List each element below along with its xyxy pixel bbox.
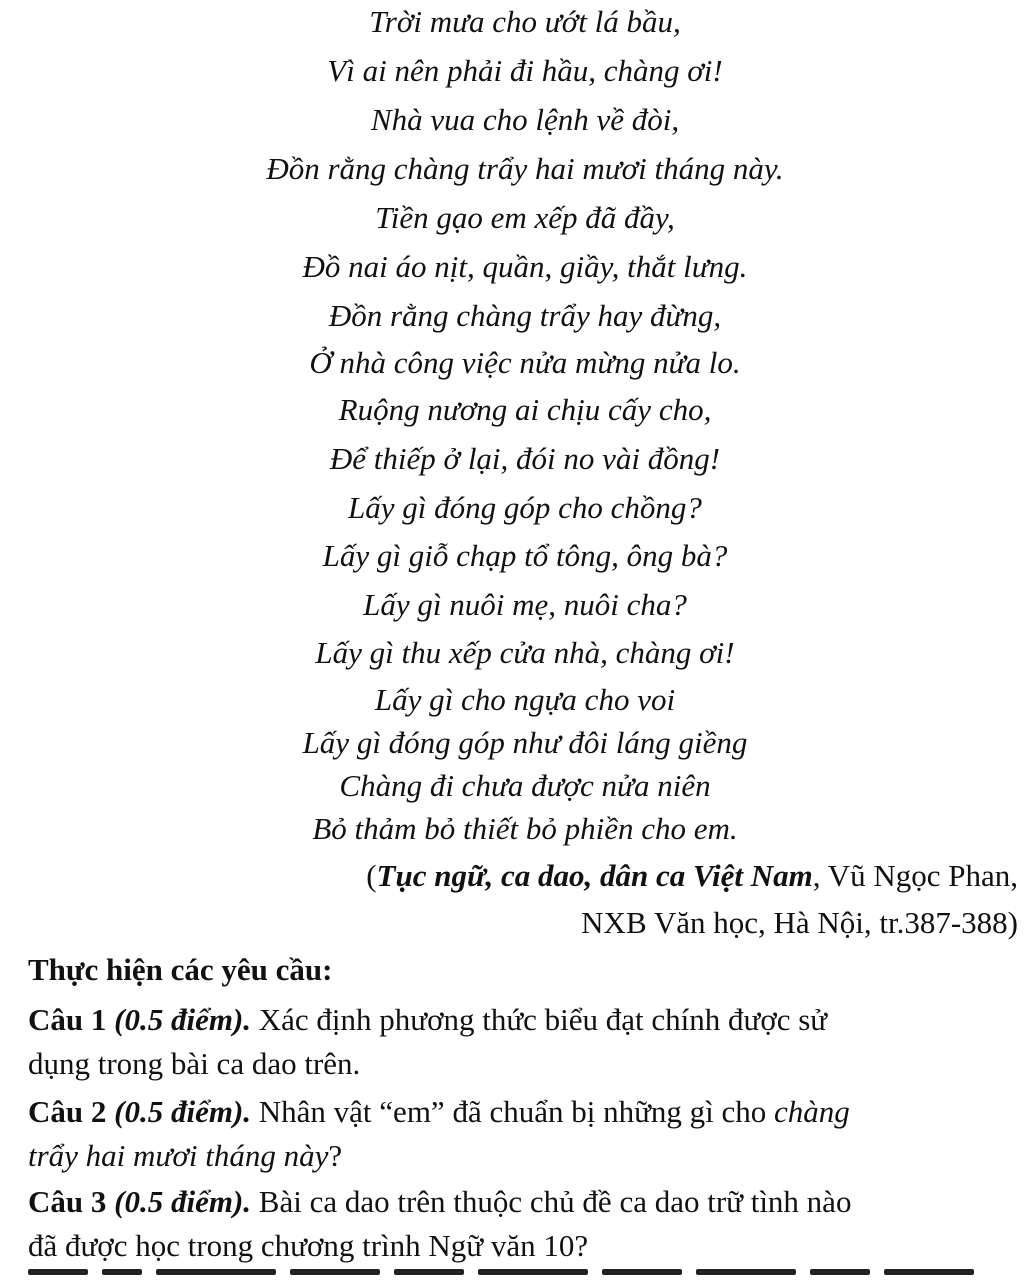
question-3-text-line1: Bài ca dao trên thuộc chủ đề ca dao trữ tình nào bbox=[251, 1184, 852, 1219]
poem-line: Để thiếp ở lại, đói no vài đồng! bbox=[329, 441, 721, 476]
poem-line: Lấy gì cho ngựa cho voi bbox=[374, 682, 676, 717]
source-citation-line2: NXB Văn học, Hà Nội, tr.387-388) bbox=[581, 905, 1018, 940]
question-3-number: Câu 3 bbox=[28, 1184, 107, 1219]
poem-line: Đồn rằng chàng trẩy hai mươi tháng này. bbox=[266, 151, 784, 186]
poem-line: Chàng đi chưa được nửa niên bbox=[339, 768, 711, 803]
question-2-italic-phrase: trẩy hai mươi tháng này bbox=[28, 1138, 329, 1173]
question-1 bbox=[28, 998, 1022, 1086]
question-2-text-line1: Nhân vật “em” đã chuẩn bị những gì cho bbox=[251, 1094, 775, 1129]
question-3 bbox=[28, 1180, 1022, 1268]
poem-line: Lấy gì thu xếp cửa nhà, chàng ơi! bbox=[315, 635, 735, 670]
poem-line: Lấy gì giỗ chạp tổ tông, ông bà? bbox=[322, 538, 728, 573]
source-citation-line1 bbox=[366, 855, 1018, 897]
poem-line: Tiền gạo em xếp đã đầy, bbox=[375, 200, 675, 235]
poem-line: Nhà vua cho lệnh về đòi, bbox=[370, 102, 680, 137]
poem-line: Ở nhà công việc nửa mừng nửa lo. bbox=[309, 345, 741, 380]
poem-line: Lấy gì đóng góp như đôi láng giềng bbox=[302, 725, 748, 760]
question-2 bbox=[28, 1090, 1022, 1178]
question-2-text-end: ? bbox=[328, 1138, 343, 1173]
tasks-heading: Thực hiện các yêu cầu: bbox=[28, 952, 333, 987]
poem-line: Lấy gì nuôi mẹ, nuôi cha? bbox=[363, 587, 687, 622]
question-1-text-line2: dụng trong bài ca dao trên. bbox=[28, 1046, 361, 1081]
question-3-text-line2: đã được học trong chương trình Ngữ văn 10? bbox=[28, 1228, 589, 1263]
poem-line: Trời mưa cho ướt lá bầu, bbox=[369, 4, 681, 39]
poem-line: Vì ai nên phải đi hầu, chàng ơi! bbox=[327, 53, 723, 88]
question-1-number: Câu 1 bbox=[28, 1002, 107, 1037]
question-1-points: (0.5 điểm). bbox=[114, 1002, 252, 1037]
poem-line: Bỏ thảm bỏ thiết bỏ phiền cho em. bbox=[312, 811, 738, 846]
poem-line: Đồ nai áo nịt, quần, giầy, thắt lưng. bbox=[302, 249, 748, 284]
poem-line: Đồn rằng chàng trẩy hay đừng, bbox=[328, 298, 722, 333]
poem-line: Lấy gì đóng góp cho chồng? bbox=[348, 490, 702, 525]
poem-line: Ruộng nương ai chịu cấy cho, bbox=[338, 392, 712, 427]
question-2-italic-chang: chàng bbox=[774, 1094, 850, 1129]
source-book-title: Tục ngữ, ca dao, dân ca Việt Nam bbox=[376, 858, 813, 893]
source-author: , Vũ Ngọc Phan, bbox=[812, 858, 1018, 893]
question-3-points: (0.5 điểm). bbox=[114, 1184, 252, 1219]
source-open-paren: ( bbox=[366, 858, 377, 893]
question-1-text-line1: Xác định phương thức biểu đạt chính được sử bbox=[251, 1002, 828, 1037]
question-2-points: (0.5 điểm). bbox=[114, 1094, 252, 1129]
cropped-next-line bbox=[28, 1262, 1008, 1282]
question-2-number: Câu 2 bbox=[28, 1094, 107, 1129]
